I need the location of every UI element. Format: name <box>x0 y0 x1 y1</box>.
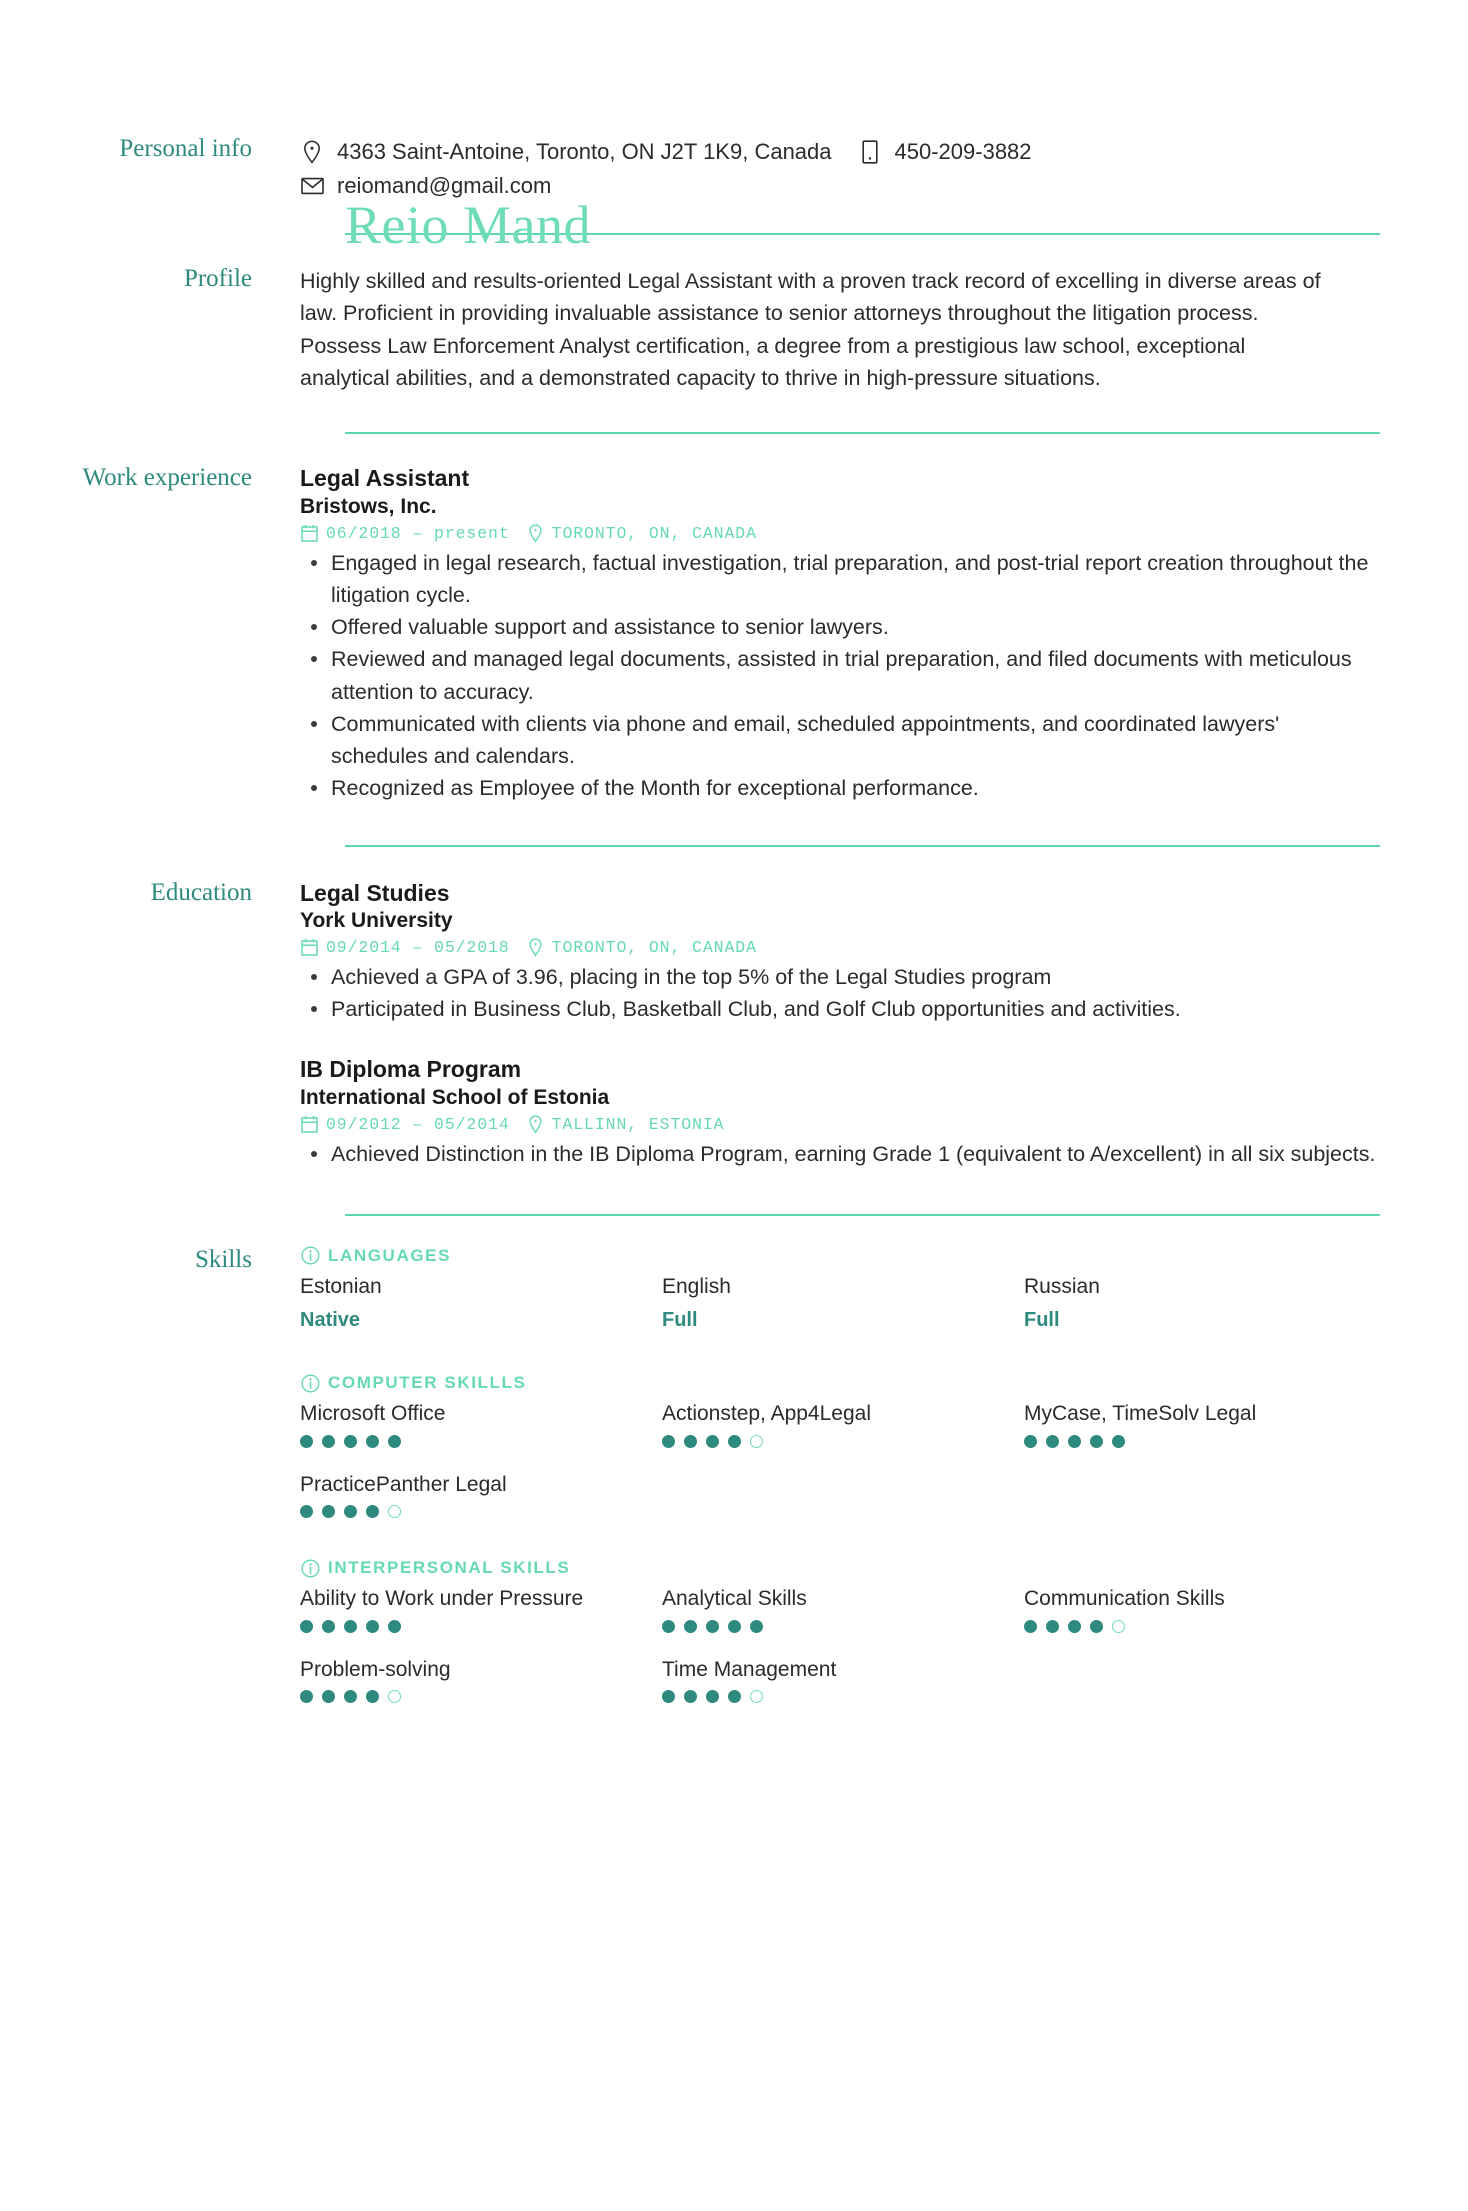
section-label-personal-info: Personal info <box>119 135 252 162</box>
divider-after-work <box>345 845 1380 847</box>
skill-name: Estonian <box>300 1274 382 1298</box>
skill-group <box>300 1373 1378 1518</box>
address-text: 4363 Saint-Antoine, Toronto, ON J2T 1K9, Canada <box>337 139 832 164</box>
personal-info-body <box>300 135 1468 203</box>
rating-dot-filled <box>322 1505 335 1518</box>
skill-item <box>1024 1584 1378 1632</box>
rating-dot-empty <box>388 1505 401 1518</box>
resume-page <box>0 135 1468 2211</box>
entry-title: Legal Studies <box>300 879 450 906</box>
entry <box>300 464 1378 804</box>
rating-dot-filled <box>344 1690 357 1703</box>
entry-dates-text: 09/2014 – 05/2018 <box>326 937 510 957</box>
skill-name: Analytical Skills <box>662 1587 807 1611</box>
entry-dates-text: 06/2018 – present <box>326 523 510 543</box>
entry <box>300 879 1378 1026</box>
skill-item <box>1024 1399 1378 1447</box>
entry-location-text: TALLINN, ESTONIA <box>551 1114 725 1134</box>
entry-bullet-list <box>300 547 1378 805</box>
skill-group-title <box>300 1246 1378 1266</box>
section-label-profile: Profile <box>183 265 252 293</box>
skill-grid <box>300 1584 1378 1703</box>
rating-dot-empty <box>750 1690 763 1703</box>
skill-group <box>300 1558 1378 1703</box>
skill-name: Time Management <box>662 1657 837 1681</box>
rating-dot-filled <box>300 1620 313 1633</box>
rating-dot-filled <box>684 1620 697 1633</box>
rating-dot-empty <box>388 1690 401 1703</box>
rating-dot-filled <box>1024 1435 1037 1448</box>
entry-meta <box>300 938 1378 957</box>
skill-group-title-text: COMPUTER SKILLLS <box>328 1373 527 1393</box>
phone-icon <box>858 140 882 164</box>
rating-dot-filled <box>388 1435 401 1448</box>
rating-dot-filled <box>344 1620 357 1633</box>
skill-group-title-text: INTERPERSONAL SKILLS <box>328 1558 571 1578</box>
entry-location <box>526 1115 725 1134</box>
skill-rating-dots <box>300 1505 654 1518</box>
skill-rating-dots <box>300 1435 654 1448</box>
rating-dot-filled <box>366 1435 379 1448</box>
rating-dot-filled <box>322 1435 335 1448</box>
skills-section <box>0 1246 1468 1713</box>
profile-body <box>300 265 1468 394</box>
rating-dot-filled <box>300 1505 313 1518</box>
rating-dot-filled <box>344 1435 357 1448</box>
skill-level: Full <box>1024 1309 1060 1332</box>
skill-group-title <box>300 1373 1378 1393</box>
rating-dot-filled <box>684 1690 697 1703</box>
rating-dot-filled <box>322 1620 335 1633</box>
entry-location <box>526 524 757 543</box>
rating-dot-filled <box>662 1435 675 1448</box>
entry-bullet: Offered valuable support and assistance to senior lawyers. <box>331 611 1378 643</box>
contact-line-1 <box>300 135 1378 169</box>
section-label-work-experience: Work experience <box>82 464 252 492</box>
entry-organization: York University <box>300 908 453 932</box>
rating-dot-filled <box>366 1620 379 1633</box>
entry-organization: Bristows, Inc. <box>300 494 437 518</box>
rating-dot-filled <box>1090 1435 1103 1448</box>
contact-email <box>300 169 551 203</box>
skill-name: Microsoft Office <box>300 1402 446 1426</box>
entry-organization: International School of Estonia <box>300 1085 610 1109</box>
rating-dot-empty <box>750 1435 763 1448</box>
rating-dot-filled <box>1068 1435 1081 1448</box>
location-pin-icon <box>300 140 324 164</box>
skill-name: MyCase, TimeSolv Legal <box>1024 1402 1257 1426</box>
skill-rating-dots <box>1024 1435 1378 1448</box>
section-label-skills: Skills <box>195 1245 252 1273</box>
entry-dates <box>300 938 510 957</box>
skill-item <box>300 1470 654 1518</box>
personal-info-section <box>0 135 1468 203</box>
info-circle-icon <box>300 1373 320 1393</box>
skill-group-title <box>300 1558 1378 1578</box>
skill-name: Communication Skills <box>1024 1587 1225 1611</box>
divider-after-profile <box>345 432 1380 434</box>
skill-item <box>662 1272 1016 1333</box>
rating-dot-filled <box>1090 1620 1103 1633</box>
rating-dot-filled <box>1046 1620 1059 1633</box>
rating-dot-filled <box>728 1620 741 1633</box>
rating-dot-filled <box>1112 1435 1125 1448</box>
skill-rating-dots <box>300 1690 654 1703</box>
rating-dot-filled <box>750 1620 763 1633</box>
skill-rating-dots <box>662 1620 1016 1633</box>
rating-dot-filled <box>662 1690 675 1703</box>
rating-dot-filled <box>706 1620 719 1633</box>
skill-name: Actionstep, App4Legal <box>662 1402 871 1426</box>
entry <box>300 1055 1378 1170</box>
entry-title: IB Diploma Program <box>300 1056 522 1083</box>
entry-meta <box>300 524 1378 543</box>
work-experience-section <box>0 464 1468 808</box>
rating-dot-filled <box>706 1690 719 1703</box>
entry-title: Legal Assistant <box>300 465 470 492</box>
rating-dot-filled <box>300 1690 313 1703</box>
skill-group-title-text: LANGUAGES <box>328 1245 452 1265</box>
entry-bullet: Achieved Distinction in the IB Diploma Program, earning Grade 1 (equivalent to A/excellent) in all six subjects. <box>331 1138 1378 1170</box>
skill-rating-dots <box>1024 1620 1378 1633</box>
section-label-education: Education <box>150 878 252 906</box>
skill-name: PracticePanther Legal <box>300 1472 507 1496</box>
calendar-icon <box>300 1115 319 1134</box>
education-section <box>0 879 1468 1174</box>
contact-phone <box>858 135 1032 169</box>
entry-bullet: Recognized as Employee of the Month for exceptional performance. <box>331 772 1378 804</box>
info-circle-icon <box>300 1246 320 1266</box>
rating-dot-filled <box>300 1435 313 1448</box>
rating-dot-filled <box>684 1435 697 1448</box>
skill-rating-dots <box>662 1690 1016 1703</box>
skill-item <box>300 1584 654 1632</box>
rating-dot-filled <box>706 1435 719 1448</box>
skill-item <box>1024 1272 1378 1333</box>
skill-grid <box>300 1272 1378 1333</box>
calendar-icon <box>300 938 319 957</box>
education-body <box>300 879 1468 1174</box>
calendar-icon <box>300 524 319 543</box>
entry-bullet: Achieved a GPA of 3.96, placing in the top 5% of the Legal Studies program <box>331 961 1378 993</box>
rating-dot-filled <box>322 1690 335 1703</box>
skill-grid <box>300 1399 1378 1518</box>
contact-address <box>300 135 832 169</box>
skills-body <box>300 1246 1468 1713</box>
skill-rating-dots <box>662 1435 1016 1448</box>
rating-dot-filled <box>366 1690 379 1703</box>
entry-location-text: TORONTO, ON, CANADA <box>551 937 757 957</box>
rating-dot-filled <box>1068 1620 1081 1633</box>
info-circle-icon <box>300 1558 320 1578</box>
divider-after-education <box>345 1214 1380 1216</box>
email-text: reiomand@gmail.com <box>337 173 552 199</box>
envelope-icon <box>300 174 324 198</box>
skill-group <box>300 1246 1378 1333</box>
skill-item <box>300 1272 654 1333</box>
entry-bullet-list <box>300 1138 1378 1170</box>
rating-dot-filled <box>1046 1435 1059 1448</box>
entry-bullet: Reviewed and managed legal documents, assisted in trial preparation, and filed documents with meticulous attention to accuracy. <box>331 643 1378 708</box>
entry-bullet: Engaged in legal research, factual investigation, trial preparation, and post-trial report creation throughout the litigation cycle. <box>331 547 1378 612</box>
skill-item <box>662 1655 1016 1703</box>
skill-item <box>662 1584 1016 1632</box>
rating-dot-filled <box>662 1620 675 1633</box>
entry-dates <box>300 1115 510 1134</box>
work-experience-body <box>300 464 1468 808</box>
entry-bullet: Participated in Business Club, Basketball Club, and Golf Club opportunities and activities. <box>331 993 1378 1025</box>
page-title: Reio Mand <box>345 195 591 255</box>
rating-dot-empty <box>1112 1620 1125 1633</box>
phone-text: 450-209-3882 <box>894 139 1032 164</box>
skill-level: Native <box>300 1309 361 1332</box>
contact-line-2 <box>300 169 1378 203</box>
skill-item <box>300 1655 654 1703</box>
rating-dot-filled <box>728 1690 741 1703</box>
skill-item <box>300 1399 654 1447</box>
entry-dates <box>300 524 510 543</box>
profile-text: Highly skilled and results-oriented Legal Assistant with a proven track record of excelling in diverse areas of law. Proficient in providing invaluable assistance to senior attorneys throughout the litigation process. Possess Law Enforcement Analyst certification, a degree from a prestigious law school, exceptional analytical abilities, and a demonstrated capacity to thrive in high-pressure situations. <box>300 269 1321 390</box>
rating-dot-filled <box>728 1435 741 1448</box>
location-pin-icon <box>526 938 545 957</box>
skill-name: Problem-solving <box>300 1657 451 1681</box>
skill-name: Ability to Work under Pressure <box>300 1587 584 1611</box>
skill-rating-dots <box>300 1620 654 1633</box>
entry-bullet-list <box>300 961 1378 1026</box>
rating-dot-filled <box>344 1505 357 1518</box>
skill-name: Russian <box>1024 1274 1100 1298</box>
location-pin-icon <box>526 524 545 543</box>
skill-level: Full <box>662 1309 698 1332</box>
entry-dates-text: 09/2012 – 05/2014 <box>326 1114 510 1134</box>
entry-location <box>526 938 757 957</box>
rating-dot-filled <box>366 1505 379 1518</box>
entry-meta <box>300 1115 1378 1134</box>
skill-name: English <box>662 1274 731 1298</box>
skill-item <box>662 1399 1016 1447</box>
rating-dot-filled <box>1024 1620 1037 1633</box>
entry-bullet: Communicated with clients via phone and email, scheduled appointments, and coordinated lawyers' schedules and calendars. <box>331 708 1378 773</box>
rating-dot-filled <box>388 1620 401 1633</box>
location-pin-icon <box>526 1115 545 1134</box>
profile-section <box>0 265 1468 394</box>
entry-location-text: TORONTO, ON, CANADA <box>551 523 757 543</box>
